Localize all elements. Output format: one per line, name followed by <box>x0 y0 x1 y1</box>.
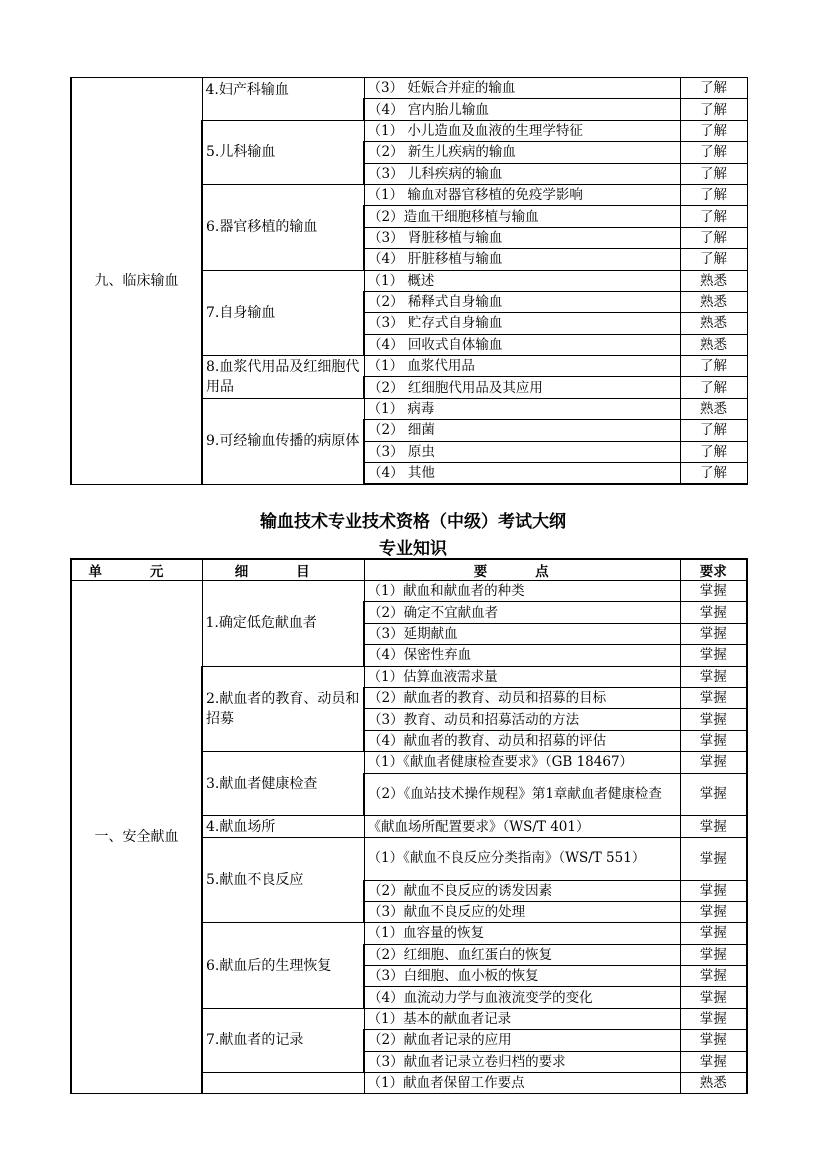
table-row <box>71 581 747 602</box>
point-cell: （1）血容量的恢复 <box>364 923 680 944</box>
point-cell: （3） 贮存式自身输血 <box>364 313 680 334</box>
document-title: 输血技术专业技术资格（中级）考试大纲 <box>260 512 566 532</box>
page-top-margin <box>0 0 826 77</box>
point-cell: （3）献血不良反应的处理 <box>364 901 680 922</box>
requirement-cell: 了解 <box>680 184 747 205</box>
requirement-cell: 掌握 <box>680 987 747 1008</box>
requirement-cell: 掌握 <box>680 816 747 837</box>
requirement-cell: 了解 <box>680 463 747 485</box>
point-cell: （4） 肝脏移植与输血 <box>364 249 680 270</box>
point-cell: （4）献血者的教育、动员和招募的评估 <box>364 730 680 751</box>
item-cell: 8.血浆代用品及红细胞代用品 <box>202 356 364 399</box>
point-cell: （1）《献血不良反应分类指南》（WS/T 551） <box>364 837 680 880</box>
requirement-cell: 了解 <box>680 163 747 184</box>
point-cell: （2）《血站技术操作规程》第1章献血者健康检查 <box>364 773 680 816</box>
item-cell: 2.献血者的教育、动员和招募 <box>202 666 364 752</box>
point-cell: （1） 血浆代用品 <box>364 356 680 377</box>
requirement-cell: 了解 <box>680 441 747 462</box>
header-requirement: 要求 <box>680 559 747 581</box>
item-cell: 5.儿科输血 <box>202 120 364 184</box>
requirement-cell: 掌握 <box>680 966 747 987</box>
requirement-cell: 了解 <box>680 377 747 398</box>
point-cell: （1）基本的献血者记录 <box>364 1008 680 1029</box>
requirement-cell: 了解 <box>680 78 747 99</box>
item-cell: 7.献血者的记录 <box>202 1008 364 1072</box>
point-cell: （2） 稀释式自身输血 <box>364 291 680 312</box>
requirement-cell: 了解 <box>680 142 747 163</box>
requirement-cell: 熟悉 <box>680 291 747 312</box>
point-cell: （2）献血不良反应的诱发因素 <box>364 880 680 901</box>
requirement-cell: 掌握 <box>680 944 747 965</box>
section-title: 专业知识 <box>379 539 447 559</box>
requirement-cell: 了解 <box>680 99 747 120</box>
requirement-cell: 掌握 <box>680 901 747 922</box>
point-cell: （1）《献血者健康检查要求》（GB 18467） <box>364 752 680 773</box>
requirement-cell: 掌握 <box>680 623 747 644</box>
point-cell: （3）延期献血 <box>364 623 680 644</box>
requirement-cell: 掌握 <box>680 709 747 730</box>
point-cell: （1） 小儿造血及血液的生理学特征 <box>364 120 680 141</box>
table-row <box>71 78 747 99</box>
point-cell: （2）造血干细胞移植与输血 <box>364 206 680 227</box>
header-point: 要 点 <box>364 559 680 581</box>
point-cell: （3）白细胞、血小板的恢复 <box>364 966 680 987</box>
requirement-cell: 掌握 <box>680 752 747 773</box>
requirement-cell: 熟悉 <box>680 334 747 355</box>
point-cell: （2） 细菌 <box>364 420 680 441</box>
point-cell: （4） 宫内胎儿输血 <box>364 99 680 120</box>
point-cell: （2）献血者的教育、动员和招募的目标 <box>364 687 680 708</box>
requirement-cell: 掌握 <box>680 923 747 944</box>
item-cell: 5.献血不良反应 <box>202 837 364 923</box>
point-cell: （1） 输血对器官移植的免疫学影响 <box>364 184 680 205</box>
point-cell: （3） 原虫 <box>364 441 680 462</box>
requirement-cell: 了解 <box>680 227 747 248</box>
point-cell: （1）献血和献血者的种类 <box>364 581 680 602</box>
point-cell: （3） 妊娠合并症的输血 <box>364 78 680 99</box>
header-unit: 单 元 <box>71 559 202 581</box>
point-cell: （4） 回收式自体输血 <box>364 334 680 355</box>
point-cell: （2） 红细胞代用品及其应用 <box>364 377 680 398</box>
requirement-cell: 了解 <box>680 120 747 141</box>
point-cell: （4）保密性弃血 <box>364 645 680 666</box>
point-cell: （2） 新生儿疾病的输血 <box>364 142 680 163</box>
item-cell <box>202 1073 364 1094</box>
item-cell: 6.器官移植的输血 <box>202 184 364 270</box>
unit-cell: 一、安全献血 <box>71 581 202 1094</box>
item-cell: 3.献血者健康检查 <box>202 752 364 816</box>
requirement-cell: 了解 <box>680 206 747 227</box>
point-cell: （1）献血者保留工作要点 <box>364 1073 680 1094</box>
requirement-cell: 掌握 <box>680 730 747 751</box>
requirement-cell: 了解 <box>680 356 747 377</box>
requirement-cell: 掌握 <box>680 837 747 880</box>
point-cell: （3）献血者记录立卷归档的要求 <box>364 1051 680 1072</box>
item-cell: 6.献血后的生理恢复 <box>202 923 364 1009</box>
requirement-cell: 掌握 <box>680 687 747 708</box>
point-cell: （1）估算血液需求量 <box>364 666 680 687</box>
requirement-cell: 熟悉 <box>680 1073 747 1094</box>
requirement-cell: 掌握 <box>680 1051 747 1072</box>
item-cell: 4.妇产科输血 <box>202 78 364 121</box>
item-cell: 1.确定低危献血者 <box>202 581 364 667</box>
requirement-cell: 掌握 <box>680 1008 747 1029</box>
requirement-cell: 了解 <box>680 420 747 441</box>
outline-table-clinical-transfusion <box>70 77 748 485</box>
requirement-cell: 掌握 <box>680 666 747 687</box>
point-cell: （2）确定不宜献血者 <box>364 602 680 623</box>
point-cell: （3） 儿科疾病的输血 <box>364 163 680 184</box>
header-row <box>71 559 747 581</box>
point-cell: （1） 概述 <box>364 270 680 291</box>
requirement-cell: 掌握 <box>680 581 747 602</box>
requirement-cell: 了解 <box>680 249 747 270</box>
point-cell: （4） 其他 <box>364 463 680 485</box>
item-cell: 7.自身输血 <box>202 270 364 356</box>
requirement-cell: 掌握 <box>680 645 747 666</box>
point-cell: 《献血场所配置要求》（WS/T 401） <box>364 816 680 837</box>
requirement-cell: 掌握 <box>680 602 747 623</box>
point-cell: （1） 病毒 <box>364 398 680 419</box>
point-cell: （3）教育、动员和招募活动的方法 <box>364 709 680 730</box>
requirement-cell: 掌握 <box>680 1030 747 1051</box>
unit-cell: 九、临床输血 <box>71 78 202 485</box>
requirement-cell: 熟悉 <box>680 270 747 291</box>
requirement-cell: 熟悉 <box>680 398 747 419</box>
outline-table-professional-knowledge <box>70 558 748 1094</box>
header-item: 细 目 <box>202 559 364 581</box>
requirement-cell: 熟悉 <box>680 313 747 334</box>
requirement-cell: 掌握 <box>680 880 747 901</box>
point-cell: （2）献血者记录的应用 <box>364 1030 680 1051</box>
item-cell: 4.献血场所 <box>202 816 364 837</box>
point-cell: （4）血流动力学与血液流变学的变化 <box>364 987 680 1008</box>
point-cell: （2）红细胞、血红蛋白的恢复 <box>364 944 680 965</box>
item-cell: 9.可经输血传播的病原体 <box>202 398 364 484</box>
requirement-cell: 掌握 <box>680 773 747 816</box>
point-cell: （3） 肾脏移植与输血 <box>364 227 680 248</box>
